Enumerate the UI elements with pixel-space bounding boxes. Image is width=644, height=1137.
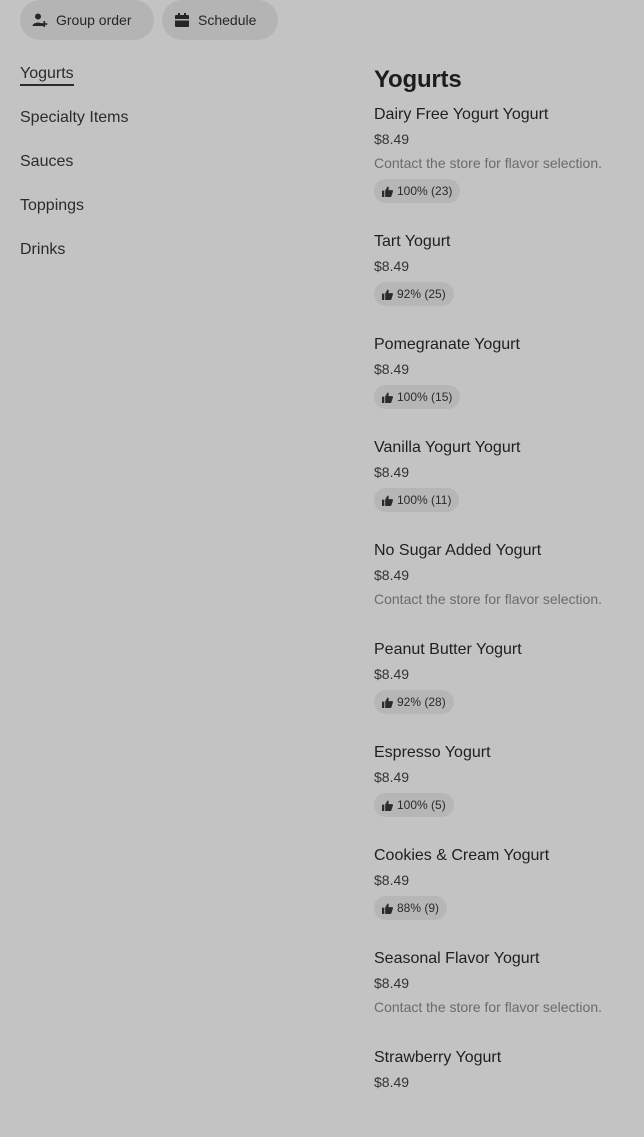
nav-item-yogurts[interactable]: Yogurts [20,60,320,104]
nav-item-toppings[interactable]: Toppings [20,197,85,214]
category-nav [20,60,320,280]
rating-badge: 100% (15) [374,385,460,409]
menu-item[interactable] [374,540,642,609]
item-price: $8.49 [374,131,410,147]
thumbs-up-icon [382,903,393,914]
menu-item[interactable] [374,948,642,1017]
thumbs-up-icon [382,697,393,708]
menu-item[interactable] [374,1047,642,1092]
nav-item-sauces[interactable]: Sauces [20,153,74,170]
menu-item[interactable] [374,231,642,306]
group-order-label: Group order [56,12,132,28]
item-name: Strawberry Yogurt [374,1049,502,1066]
item-name: Espresso Yogurt [374,744,491,761]
item-price: $8.49 [374,666,410,682]
thumbs-up-icon [382,495,393,506]
item-price: $8.49 [374,1074,410,1090]
item-description: Contact the store for flavor selection. [374,999,602,1015]
thumbs-up-icon [382,392,393,403]
rating-badge: 92% (25) [374,282,454,306]
menu-item[interactable] [374,437,642,512]
calendar-icon [174,12,190,28]
item-name: Seasonal Flavor Yogurt [374,950,540,967]
thumbs-up-icon [382,186,393,197]
menu-item[interactable] [374,845,642,920]
item-price: $8.49 [374,769,410,785]
rating-badge: 92% (28) [374,690,454,714]
menu-section [374,64,642,1092]
rating-badge: 100% (11) [374,488,459,512]
item-name: Peanut Butter Yogurt [374,641,522,658]
item-description: Contact the store for flavor selection. [374,155,602,171]
section-title: Yogurts [374,66,462,93]
menu-item[interactable] [374,334,642,409]
rating-badge: 100% (5) [374,793,454,817]
menu-item[interactable] [374,639,642,714]
add-person-icon [32,12,48,28]
nav-item-specialty-items[interactable]: Specialty Items [20,109,129,126]
item-price: $8.49 [374,258,410,274]
item-price: $8.49 [374,975,410,991]
menu-item[interactable] [374,742,642,817]
item-name: Dairy Free Yogurt Yogurt [374,106,549,123]
item-name: No Sugar Added Yogurt [374,542,542,559]
item-price: $8.49 [374,464,410,480]
menu-item[interactable] [374,104,642,203]
thumbs-up-icon [382,800,393,811]
item-description: Contact the store for flavor selection. [374,591,602,607]
item-price: $8.49 [374,361,410,377]
thumbs-up-icon [382,289,393,300]
group-order-button[interactable] [20,0,154,40]
item-name: Cookies & Cream Yogurt [374,847,550,864]
item-name: Pomegranate Yogurt [374,336,520,353]
schedule-button[interactable] [162,0,278,40]
item-price: $8.49 [374,872,410,888]
item-name: Vanilla Yogurt Yogurt [374,439,521,456]
item-price: $8.49 [374,567,410,583]
nav-item-drinks[interactable]: Drinks [20,241,66,258]
schedule-label: Schedule [198,12,257,28]
item-name: Tart Yogurt [374,233,451,250]
rating-badge: 100% (23) [374,179,460,203]
rating-badge: 88% (9) [374,896,447,920]
